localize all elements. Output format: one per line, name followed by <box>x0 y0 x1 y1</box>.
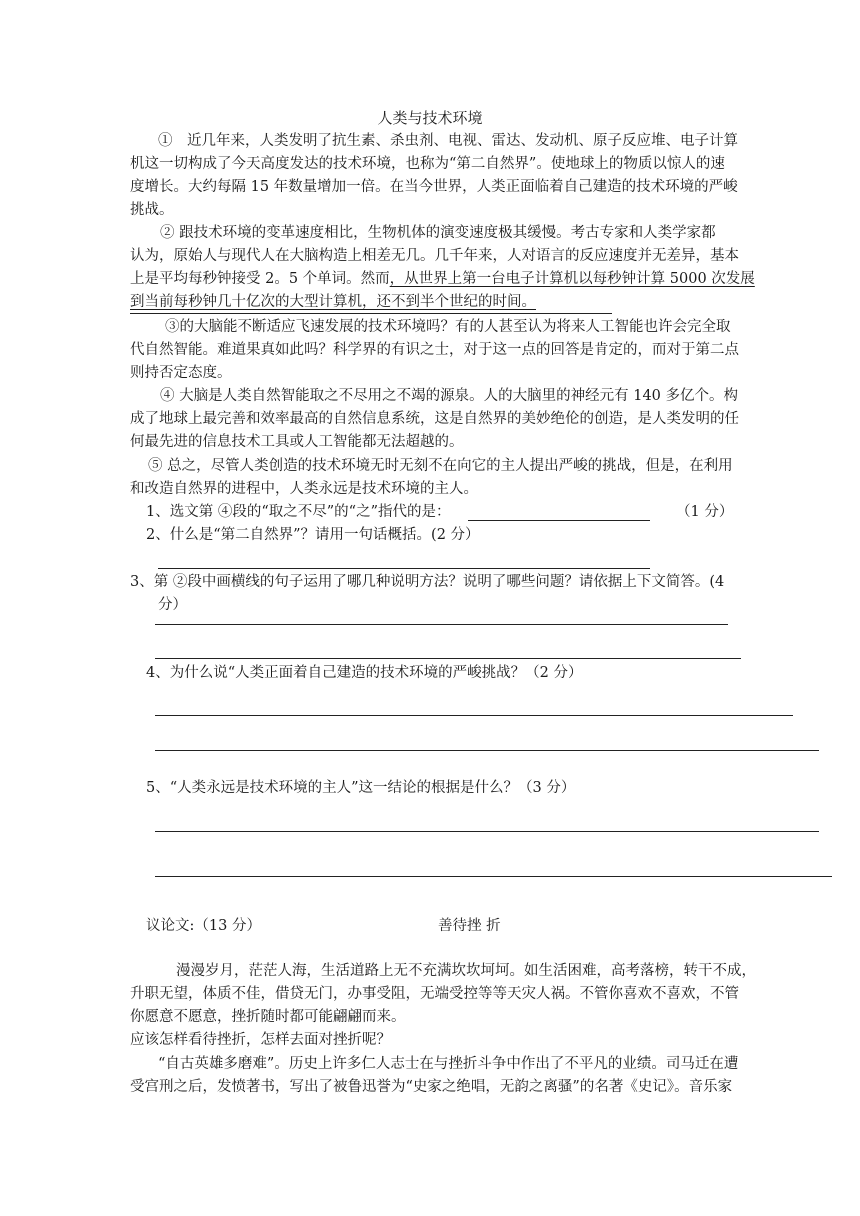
p5-line: ⑤ 总之，尽管人类创造的技术环境无时无刻不在向它的主人提出严峻的挑战，但是，在利用 <box>148 458 733 474</box>
p2-line: ② 跟技术环境的变革速度相比，生物机体的演变速度极其缓慢。考古专家和人类学家都 <box>160 225 716 241</box>
p5-line: 和改造自然界的进程中，人类永远是技术环境的主人。 <box>130 481 478 497</box>
p2-line <box>130 291 536 314</box>
question-2: 2、什么是“第二自然界”？请用一句话概括。(2 分） <box>146 527 480 543</box>
p1-line: 机这一切构成了今天高度发达的技术环境，也称为“第二自然界”。使地球上的物质以惊人的速 <box>130 156 725 172</box>
essay-p3-line: “自古英雄多磨难”。历史上许多仁人志士在与挫折斗争中作出了不平凡的业绩。司马迁在遭 <box>158 1056 739 1072</box>
p4-line: 何最先进的信息技术工具或人工智能都无法超越的。 <box>130 434 464 450</box>
answer-line[interactable] <box>155 876 832 877</box>
p4-line: 成了地球上最完善和效率最高的自然信息系统，这是自然界的美妙绝伦的创造，是人类发明的任 <box>130 411 739 427</box>
question-3-score: 分） <box>158 597 187 613</box>
answer-line[interactable] <box>468 520 650 521</box>
answer-line[interactable] <box>155 750 819 751</box>
p3-line: 代自然智能。难道果真如此吗？科学界的有识之士，对于这一点的回答是肯定的，而对于第二点 <box>130 342 739 358</box>
p1-line: 挑战。 <box>130 202 174 218</box>
underlined-sentence: 到当前每秒钟几十亿次的大型计算机，还不到半个世纪的时间。 <box>130 294 536 310</box>
article-title: 人类与技术环境 <box>377 109 483 127</box>
question-1-score: （1 分） <box>676 504 734 520</box>
answer-line[interactable] <box>158 568 650 569</box>
p1-line: 度增长。大约每隔 15 年数量增加一倍。在当今世界，人类正面临着自己建造的技术环境的严峻 <box>130 179 738 195</box>
answer-line[interactable] <box>155 658 741 659</box>
essay-p2-line: 应该怎样看待挫折，怎样去面对挫折呢？ <box>130 1032 391 1048</box>
essay-p1-line: 升职无望，体质不佳，借贷无门，办事受阻，无端受控等等天灾人祸。不管你喜欢不喜欢，不管 <box>130 986 739 1002</box>
answer-line[interactable] <box>155 715 793 716</box>
question-3: 3、第 ②段中画横线的句子运用了哪几种说明方法？说明了哪些问题？请依据上下文简答。(4 <box>130 574 725 590</box>
p2-plain-text: 上是平均每秒钟接受 2。5 个单词。然而 <box>130 271 390 287</box>
section-label: 议论文:（13 分） <box>146 918 261 934</box>
p1-line: ① 近几年来，人类发明了抗生素、杀虫剂、电视、雷达、发动机、原子反应堆、电子计算 <box>158 133 738 149</box>
question-5: 5、“人类永远是技术环境的主人”这一结论的根据是什么？（3 分） <box>146 780 576 796</box>
p2-line <box>130 268 755 291</box>
question-1: 1、选文第 ④段的“取之不尽”的“之”指代的是： <box>146 504 451 520</box>
answer-line[interactable] <box>155 831 819 832</box>
question-4: 4、为什么说“人类正面着自己建造的技术环境的严峻挑战？（2 分） <box>146 665 583 681</box>
p3-line: 则持否定态度。 <box>130 365 232 381</box>
p3-line: ③的大脑能不断适应飞速发展的技术环境吗？有的人甚至认为将来人工智能也许会完全取 <box>165 319 731 335</box>
answer-line[interactable] <box>155 624 728 625</box>
underlined-sentence: ，从世界上第一台电子计算机以每秒钟计算 5000 次发展 <box>389 271 755 287</box>
p2-line: 认为，原始人与现代人在大脑构造上相差无几。几千年来，人对语言的反应速度并无差异，基本 <box>130 248 739 264</box>
essay-title: 善待挫 折 <box>438 918 501 934</box>
essay-p3-line: 受宫刑之后，发愤著书，写出了被鲁迅誉为“史家之绝唱，无韵之离骚”的名著《史记》。音乐家 <box>130 1079 733 1095</box>
essay-p1-line: 你愿意不愿意，挫折随时都可能翩翩而来。 <box>130 1009 406 1025</box>
underline-rule <box>130 313 612 314</box>
essay-p1-line: 漫漫岁月，茫茫人海，生活道路上无不充满坎坎坷坷。如生活困难，高考落榜，转干不成， <box>176 963 756 979</box>
p4-line: ④ 大脑是人类自然智能取之不尽用之不竭的源泉。人的大脑里的神经元有 140 多亿个。构 <box>160 388 738 404</box>
